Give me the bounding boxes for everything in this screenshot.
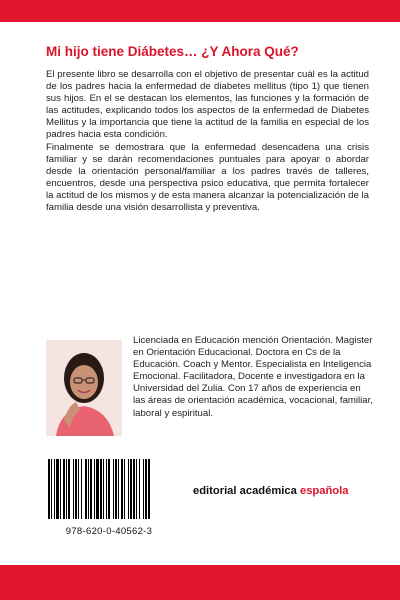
top-red-band [0, 0, 400, 22]
barcode-bar [54, 459, 55, 519]
barcode-bar [88, 459, 89, 519]
author-photo [46, 340, 122, 436]
book-description [46, 69, 369, 214]
barcode-bar [133, 459, 135, 519]
barcode-bar [113, 459, 114, 519]
publisher-main: editorial académica [193, 485, 300, 497]
barcode-bar [143, 459, 144, 519]
barcode-bar [73, 459, 74, 519]
barcode-bar [100, 459, 102, 519]
barcode-bar [60, 459, 61, 519]
barcode-bar [81, 459, 82, 519]
barcode-bar [148, 459, 150, 519]
barcode-bar [103, 459, 104, 519]
isbn-barcode [47, 459, 171, 519]
barcode-bar [90, 459, 92, 519]
barcode-bar [124, 459, 125, 519]
barcode-bar [130, 459, 132, 519]
barcode-bar [63, 459, 65, 519]
author-bio: Licenciada en Educación mención Orientación. Magister en Orientación Educacional. Doctora en Cs de la Educación. Coach y Mentor. Especialista en Inteligencia Emocional. Facilitadora, Docente e investigadora en la Universidad del Zulia. Con 17 años de experiencia en las áreas de orientación académica, vocacional, familiar, laboral y espiritual. [133, 335, 373, 419]
publisher-name [193, 485, 373, 497]
description-paragraph: Finalmente se demostrara que la enfermedad desencadena una crisis familiar y se darán recomendaciones puntuales para apoyar o abordar desde la orientación personal/familiar a los padres través de talleres, encuentros, desde una perspectiva psico educativa, que permita fortalecer la actitud de los mismos y de esta manera alcanzar la potencialización de la familia desde una visión desarrollista y preventiva. [46, 141, 369, 214]
barcode-bar [96, 459, 99, 519]
barcode-bar [121, 459, 123, 519]
barcode-bar [48, 459, 50, 519]
barcode-bar [85, 459, 87, 519]
barcode-bar [68, 459, 70, 519]
barcode-bar [108, 459, 110, 519]
barcode-bar [115, 459, 117, 519]
barcode-bar [106, 459, 107, 519]
barcode-bar [66, 459, 67, 519]
isbn-number: 978-620-0-40562-3 [65, 526, 153, 537]
barcode-bar [78, 459, 79, 519]
publisher-accent: española [299, 485, 349, 497]
barcode-bar [51, 459, 52, 519]
barcode-bar [56, 459, 59, 519]
barcode-bar [75, 459, 77, 519]
barcode-bar [94, 459, 95, 519]
book-title: Mi hijo tiene Diábetes… ¿Y Ahora Qué? [46, 44, 299, 59]
barcode-bar [139, 459, 140, 519]
bottom-red-band [0, 565, 400, 600]
barcode-bar [145, 459, 147, 519]
description-paragraph: El presente libro se desarrolla con el objetivo de presentar cuál es la actitud de los padres hacia la enfermedad de diabetes mellitus (tipo 1) que tienen sus hijos. En el se destacan los elementos, las funciones y la formación de las actitudes, explicando todos los aspectos de la enfermedad de Diabetes Mellitus y la importancia que tiene la actitud de la familia en especial de los padres hacia esta condición. [46, 69, 369, 141]
barcode-bar [118, 459, 119, 519]
barcode-bar [136, 459, 137, 519]
barcode-bar [128, 459, 129, 519]
